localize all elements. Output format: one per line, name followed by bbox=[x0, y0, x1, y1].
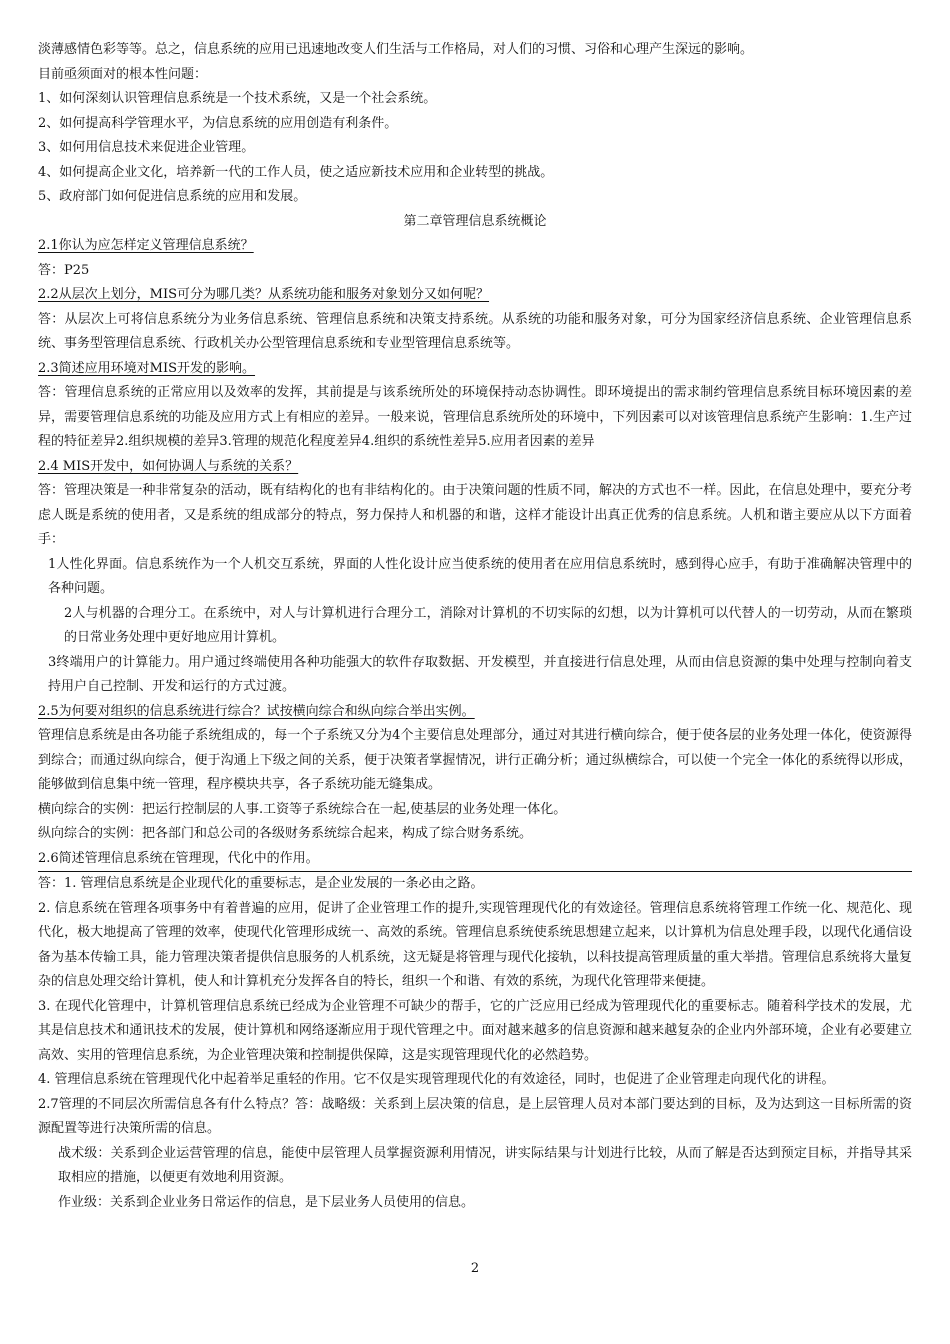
answer: 答：管理信息系统的正常应用以及效率的发挥，其前提是与该系统所处的环境保持动态协调性。即环境提出的需求制约管理信息系统目标环境因素的差异，需要管理信息系统的功能及应用方式上有相应的差异。一般来说，管理信息系统所处的环境中，下列因素可以对该管理信息系统产生影响：1.生产过程的特征差异2.组织规模的差异3.管理的规范化程度差异4.组织的系统性差异5.应用者因素的差异 bbox=[38, 385, 912, 449]
paragraph: 淡薄感情色彩等等。总之，信息系统的应用已迅速地改变人们生活与工作格局，对人们的习惯、习俗和心理产生深远的影响。 bbox=[38, 42, 754, 57]
answer: 2. 信息系统在管理各项事务中有着普遍的应用，促讲了企业管理工作的提升,实现管理现代化的有效途径。管理信息系统将管理工作统一化、规范化、现代化，极大地提高了管理的效率，使现代化管理形成统一、高效的系统。管理信息系统使系统思想建立起来，以计算机为信息处理手段，以现代化通信设备为基本传输工具，能力管理决策者提供信息服务的人机系统，这无疑是将管理与现代化接轨，以科技提高管理质量的重大举措。管理信息系统将大量复杂的信息处理交给计算机，使人和计算机充分发挥各自的特长，组织一个和谐、有效的系统，为现代化管理带来便捷。 bbox=[38, 900, 912, 989]
list-item: 5、政府部门如何促进信息系统的应用和发展。 bbox=[38, 189, 307, 204]
answer-point: 2人与机器的合理分工。在系统中，对人与计算机进行合理分工，消除对计算机的不切实际的幻想，以为计算机可以代替人的一切劳动，从而在繁琐的日常业务处理中更好地应用计算机。 bbox=[64, 605, 912, 645]
question-heading: 2.3简述应用环境对MIS开发的影响。 bbox=[38, 360, 256, 376]
page-number: 2 bbox=[470, 1261, 480, 1276]
list-item: 4、如何提高企业文化，培养新一代的工作人员，使之适应新技术应用和企业转型的挑战。 bbox=[38, 164, 554, 180]
question-heading: 2.6简述管理信息系统在管理现，代化中的作用。 bbox=[38, 847, 912, 873]
answer: 3. 在现代化管理中，计算机管理信息系统已经成为企业管理不可缺少的帮手，它的广泛应用已经成为管理现代化的重要标志。随着科学技术的发展，尤其是信息技术和通讯技术的发展，使计算机和网络逐渐应用于现代管理之中。面对越来越多的信息资源和越来越复杂的企业内外部环境，企业有必要建立高效、实用的管理信息系统，为企业管理决策和控制提供保障，这是实现管理现代化的必然趋势。 bbox=[38, 998, 912, 1063]
answer: 管理信息系统是由各功能子系统组成的，每一个子系统又分为4个主要信息处理部分，通过对其进行横向综合，便于使各层的业务处理一体化，使资源得到综合；而通过纵向综合，便于沟通上下级之间的关系，便于决策者掌握情况，讲行正确分析；通过纵横综合，可以使一个完全一体化的系统得以形成，能够做到信息集中统一管理，程序模块共享，各子系统功能无缝集成。 bbox=[38, 728, 912, 792]
answer-point: 3终端用户的计算能力。用户通过终端使用各种功能强大的软件存取数据、开发模型，并直接进行信息处理，从而由信息资源的集中处理与控制向着支持用户自己控制、开发和运行的方式过渡。 bbox=[48, 654, 912, 694]
list-item: 2、如何提高科学管理水平，为信息系统的应用创造有利条件。 bbox=[38, 115, 398, 131]
paragraph: 目前亟须面对的根本性问题： bbox=[38, 66, 208, 82]
chapter-title: 第二章管理信息系统概论 bbox=[403, 213, 547, 229]
answer-point: 战术级：关系到企业运营管理的信息，能使中层管理人员掌握资源利用情况，讲实际结果与计划进行比较，从而了解是否达到预定目标，并指导其采取相应的措施，以便更有效地利用资源。 bbox=[58, 1145, 912, 1185]
question-heading: 2.2从层次上划分，MIS可分为哪几类？从系统功能和服务对象划分又如何呢？ bbox=[38, 287, 490, 302]
list-item: 3、如何用信息技术来促进企业管理。 bbox=[38, 140, 255, 155]
answer: 答：管理决策是一种非常复杂的活动，既有结构化的也有非结构化的。由于决策问题的性质不同，解决的方式也不一样。因此，在信息处理中，要充分考虑人既是系统的使用者，又是系统的组成部分的特点，努力保持人和机器的和谐，这样才能设计出真正优秀的信息系统。人机和谐主要应从以下方面着手： bbox=[38, 483, 912, 547]
answer: 4. 管理信息系统在管理现代化中起着举足重轻的作用。它不仅是实现管理现代化的有效途径，同时，也促进了企业管理走向现代化的讲程。 bbox=[38, 1072, 835, 1087]
answer: 答：从层次上可将信息系统分为业务信息系统、管理信息系统和决策支持系统。从系统的功能和服务对象，可分为国家经济信息系统、企业管理信息系统、事务型管理信息系统、行政机关办公型管理信息系统和专业型管理信息系统等。 bbox=[38, 311, 912, 351]
question-heading: 2.4 MIS开发中，如何协调人与系统的关系？ bbox=[38, 458, 299, 474]
question-heading: 2.5为何要对组织的信息系统进行综合？试按横向综合和纵向综合举出实例。 bbox=[38, 703, 475, 719]
document-page bbox=[38, 38, 912, 1215]
list-item: 1、如何深刻认识管理信息系统是一个技术系统，又是一个社会系统。 bbox=[38, 91, 437, 106]
answer: 横向综合的实例：把运行控制层的人事.工资等子系统综合在一起,使基层的业务处理一体化。 bbox=[38, 801, 567, 817]
answer-point: 1人性化界面。信息系统作为一个人机交互系统，界面的人性化设计应当使系统的使用者在应用信息系统时，感到得心应手，有助于准确解决管理中的各种问题。 bbox=[48, 556, 912, 596]
answer-point: 作业级：关系到企业业务日常运作的信息，是下层业务人员使用的信息。 bbox=[58, 1194, 475, 1210]
answer: 答：1. 管理信息系统是企业现代化的重要标志，是企业发展的一条必由之路。 bbox=[38, 876, 484, 891]
question-heading: 2.7管理的不同层次所需信息各有什么特点？答：战略级：关系到上层决策的信息，是上层管理人员对本部门要达到的目标，及为达到这一目标所需的资源配置等进行决策所需的信息。 bbox=[38, 1096, 912, 1136]
question-heading: 2.1你认为应怎样定义管理信息系统？ bbox=[38, 238, 254, 253]
answer: 答：P25 bbox=[38, 262, 90, 278]
answer: 纵向综合的实例：把各部门和总公司的各级财务系统综合起来，构成了综合财务系统。 bbox=[38, 826, 533, 841]
